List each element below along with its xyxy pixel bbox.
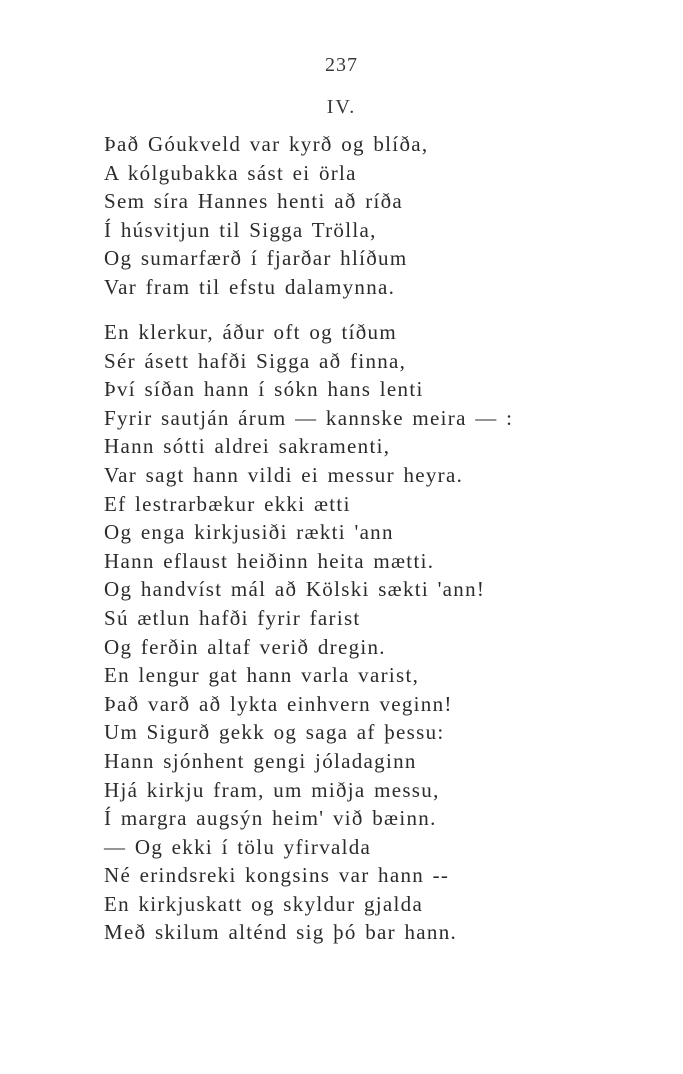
- poem-line: — Og ekki í tölu yfirvalda: [104, 834, 372, 859]
- poem-line: Fyrir sautján árum — kannske meira — :: [104, 405, 514, 430]
- poem-line: Hjá kirkju fram, um miðja messu,: [104, 777, 440, 802]
- poem-line: Og sumarfærð í fjarðar hlíðum: [104, 246, 408, 271]
- poem-line: Né erindsreki kongsins var hann --: [104, 863, 450, 888]
- poem-line: Í húsvitjun til Sigga Trölla,: [104, 217, 377, 242]
- poem-line: Sem síra Hannes henti að ríða: [104, 189, 404, 214]
- poem-line: Um Sigurð gekk og saga af þessu:: [104, 720, 445, 745]
- section-heading: IV.: [326, 96, 357, 118]
- poem-line: Sér ásett hafði Sigga að finna,: [104, 348, 407, 373]
- poem-line: En klerkur, áður oft og tíðum: [104, 320, 397, 344]
- poem-line: Hann sjónhent gengi jóladaginn: [104, 748, 417, 773]
- poem-line: En kirkjuskatt og skyldur gjalda: [104, 891, 424, 916]
- poem-line: Það varð að lykta einhvern veginn!: [104, 691, 453, 716]
- poem-line: Hann sótti aldrei sakramenti,: [104, 434, 391, 459]
- page-number: 237: [325, 54, 358, 76]
- stanza: [104, 130, 664, 302]
- poem-line: Og ferðin altaf verið dregin.: [104, 634, 386, 659]
- poem-line: Var sagt hann vildi ei messur heyra.: [104, 462, 464, 487]
- stanza: [104, 318, 664, 947]
- poem-line: Sú ætlun hafði fyrir farist: [104, 605, 361, 630]
- poem-line: Í margra augsýn heim' við bæinn.: [104, 806, 437, 831]
- poem-line: A kólgubakka sást ei örla: [104, 160, 357, 185]
- poem-line: Það Góukveld var kyrð og blíða,: [104, 132, 429, 156]
- poem-line: Með skilum alténd sig þó bar hann.: [104, 920, 458, 945]
- poem-line: Og handvíst mál að Kölski sækti 'ann!: [104, 577, 486, 602]
- poem-line: Var fram til efstu dalamynna.: [104, 274, 396, 299]
- poem-line: Ef lestrarbækur ekki ætti: [104, 491, 351, 516]
- poem-line: Hann eflaust heiðinn heita mætti.: [104, 548, 435, 573]
- poem-line: En lengur gat hann varla varist,: [104, 663, 420, 688]
- poem-line: Því síðan hann í sókn hans lenti: [104, 377, 424, 402]
- poem-line: Og enga kirkjusiði rækti 'ann: [104, 520, 394, 545]
